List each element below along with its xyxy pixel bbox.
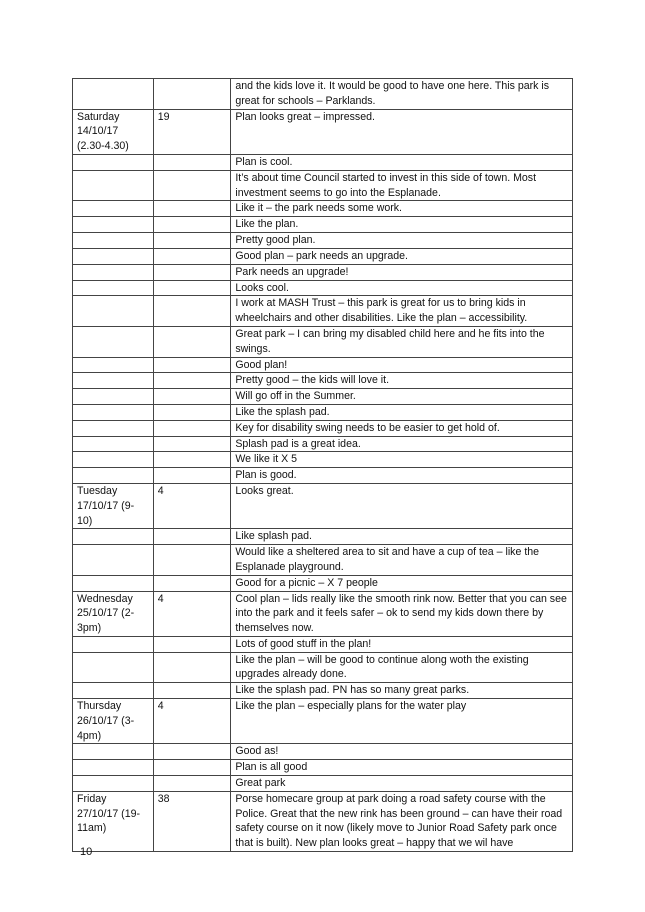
table-row (73, 760, 573, 776)
count-cell: 4 (153, 699, 231, 744)
date-cell (73, 529, 154, 545)
count-cell (153, 404, 231, 420)
date-cell (73, 154, 154, 170)
date-cell: Wednesday 25/10/17 (2-3pm) (73, 591, 154, 636)
count-cell (153, 436, 231, 452)
count-cell (153, 776, 231, 792)
date-cell (73, 452, 154, 468)
count-cell (153, 575, 231, 591)
comment-cell: Great park (231, 776, 573, 792)
comment-cell: Cool plan – lids really like the smooth rink now. Better that you can see into the park and it feels safer – ok to send my kids down there by themselves now. (231, 591, 573, 636)
date-cell: Tuesday 17/10/17 (9-10) (73, 483, 154, 528)
comment-cell: and the kids love it. It would be good to have one here. This park is great for schools – Parklands. (231, 79, 573, 110)
count-cell (153, 760, 231, 776)
count-cell (153, 420, 231, 436)
count-cell (153, 280, 231, 296)
comment-cell: Plan is all good (231, 760, 573, 776)
table-row (73, 776, 573, 792)
table-row (73, 545, 573, 576)
comment-cell: Like it – the park needs some work. (231, 201, 573, 217)
comment-cell: Good plan – park needs an upgrade. (231, 248, 573, 264)
comment-cell: Great park – I can bring my disabled child here and he fits into the swings. (231, 326, 573, 357)
comment-cell: Porse homecare group at park doing a road safety course with the Police. Great that the new rink has been ground – can have their road safety course on it now (likely move to Junior Road Safety park once that is built). New plan looks great – happy that we wil have (231, 791, 573, 851)
count-cell (153, 248, 231, 264)
comment-cell: Looks great. (231, 483, 573, 528)
date-cell (73, 79, 154, 110)
count-cell (153, 529, 231, 545)
comment-cell: Pretty good – the kids will love it. (231, 373, 573, 389)
comment-cell: Splash pad is a great idea. (231, 436, 573, 452)
count-cell: 4 (153, 483, 231, 528)
date-cell (73, 636, 154, 652)
comment-cell: Looks cool. (231, 280, 573, 296)
count-cell (153, 264, 231, 280)
table-row (73, 636, 573, 652)
comment-cell: Park needs an upgrade! (231, 264, 573, 280)
feedback-table (72, 78, 573, 852)
table-row (73, 79, 573, 110)
date-cell (73, 373, 154, 389)
table-row (73, 404, 573, 420)
count-cell (153, 636, 231, 652)
date-cell (73, 357, 154, 373)
table-row (73, 483, 573, 528)
count-cell (153, 468, 231, 484)
date-cell (73, 232, 154, 248)
table-row (73, 280, 573, 296)
count-cell (153, 744, 231, 760)
date-cell (73, 217, 154, 233)
comment-cell: It’s about time Council started to invest in this side of town. Most investment seems to go into the Esplanade. (231, 170, 573, 201)
page-number: 10 (80, 846, 93, 858)
comment-cell: Lots of good stuff in the plan! (231, 636, 573, 652)
comment-cell: Like the splash pad. (231, 404, 573, 420)
count-cell (153, 154, 231, 170)
table-row (73, 373, 573, 389)
table-row (73, 217, 573, 233)
table-row (73, 296, 573, 327)
table-row (73, 154, 573, 170)
count-cell (153, 217, 231, 233)
count-cell (153, 652, 231, 683)
count-cell (153, 452, 231, 468)
table-row (73, 591, 573, 636)
comment-cell: Good plan! (231, 357, 573, 373)
count-cell: 38 (153, 791, 231, 851)
table-row (73, 109, 573, 154)
comment-cell: Like the splash pad. PN has so many great parks. (231, 683, 573, 699)
count-cell (153, 326, 231, 357)
date-cell (73, 264, 154, 280)
date-cell (73, 326, 154, 357)
date-cell (73, 280, 154, 296)
comment-cell: Like the plan. (231, 217, 573, 233)
table-row (73, 264, 573, 280)
comment-cell: Would like a sheltered area to sit and have a cup of tea – like the Esplanade playground. (231, 545, 573, 576)
count-cell (153, 232, 231, 248)
comment-cell: Good as! (231, 744, 573, 760)
date-cell: Thursday 26/10/17 (3-4pm) (73, 699, 154, 744)
date-cell (73, 468, 154, 484)
count-cell (153, 170, 231, 201)
table-row (73, 744, 573, 760)
date-cell (73, 760, 154, 776)
count-cell (153, 201, 231, 217)
table-row (73, 420, 573, 436)
date-cell (73, 683, 154, 699)
table-row (73, 232, 573, 248)
comment-cell: Plan is cool. (231, 154, 573, 170)
comment-cell: Plan looks great – impressed. (231, 109, 573, 154)
table-row (73, 201, 573, 217)
table-row (73, 357, 573, 373)
date-cell (73, 201, 154, 217)
date-cell: Saturday 14/10/17 (2.30-4.30) (73, 109, 154, 154)
count-cell (153, 79, 231, 110)
date-cell (73, 248, 154, 264)
comment-cell: Will go off in the Summer. (231, 389, 573, 405)
feedback-table-body (73, 79, 573, 852)
date-cell (73, 545, 154, 576)
date-cell (73, 744, 154, 760)
count-cell: 4 (153, 591, 231, 636)
count-cell (153, 373, 231, 389)
date-cell (73, 436, 154, 452)
comment-cell: Good for a picnic – X 7 people (231, 575, 573, 591)
comment-cell: I work at MASH Trust – this park is great for us to bring kids in wheelchairs and other disabilities. Like the plan – accessibility. (231, 296, 573, 327)
table-row (73, 529, 573, 545)
count-cell (153, 683, 231, 699)
comment-cell: Pretty good plan. (231, 232, 573, 248)
count-cell: 19 (153, 109, 231, 154)
count-cell (153, 389, 231, 405)
date-cell (73, 420, 154, 436)
date-cell (73, 575, 154, 591)
comment-cell: Like the plan – will be good to continue along woth the existing upgrades already done. (231, 652, 573, 683)
date-cell (73, 652, 154, 683)
count-cell (153, 357, 231, 373)
date-cell (73, 296, 154, 327)
table-row (73, 326, 573, 357)
date-cell (73, 389, 154, 405)
comment-cell: Plan is good. (231, 468, 573, 484)
table-row (73, 699, 573, 744)
table-row (73, 452, 573, 468)
table-row (73, 170, 573, 201)
table-row (73, 791, 573, 851)
comment-cell: Like splash pad. (231, 529, 573, 545)
comment-cell: Like the plan – especially plans for the water play (231, 699, 573, 744)
count-cell (153, 296, 231, 327)
table-row (73, 389, 573, 405)
date-cell: Friday 27/10/17 (19-11am) (73, 791, 154, 851)
count-cell (153, 545, 231, 576)
table-row (73, 436, 573, 452)
date-cell (73, 404, 154, 420)
table-row (73, 575, 573, 591)
comment-cell: We like it X 5 (231, 452, 573, 468)
date-cell (73, 170, 154, 201)
table-row (73, 248, 573, 264)
date-cell (73, 776, 154, 792)
comment-cell: Key for disability swing needs to be easier to get hold of. (231, 420, 573, 436)
table-row (73, 683, 573, 699)
table-row (73, 652, 573, 683)
table-row (73, 468, 573, 484)
